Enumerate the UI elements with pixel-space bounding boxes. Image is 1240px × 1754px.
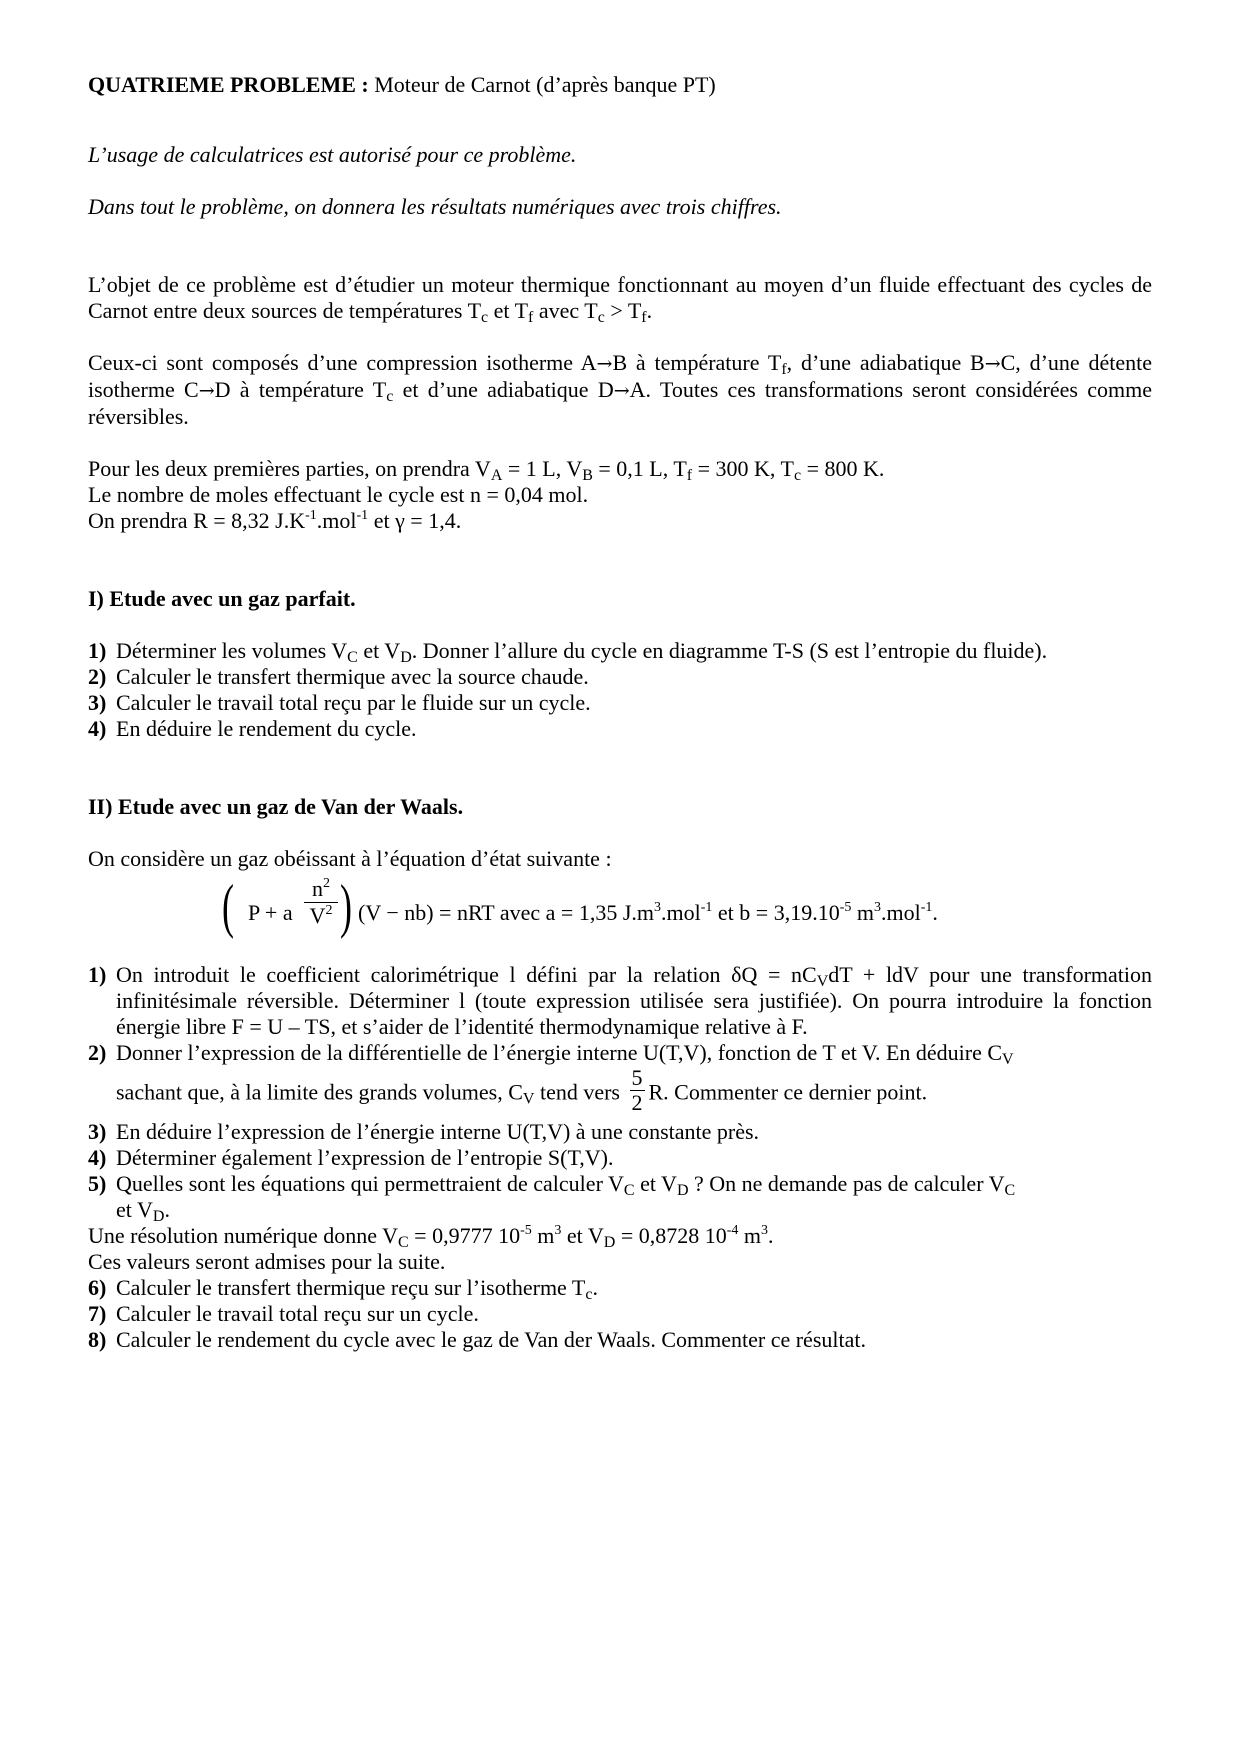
question-1-3: 3) Calculer le travail total reçu par le fluide sur un cycle. [88,690,591,715]
arrow-icon: → [984,353,1001,375]
question-2-5: 5) Quelles sont les équations qui permettraient de calculer VC et VD ? On ne demande pas de calculer VC et VD. [88,1171,1016,1225]
question-1-4: 4) En déduire le rendement du cycle. [88,716,417,741]
question-2-7: 7) Calculer le travail total reçu sur un cycle. [88,1301,479,1326]
section-2-heading: II) Etude avec un gaz de Van der Waals. [88,794,464,819]
question-2-1: 1) On introduit le coefficient calorimétrique l défini par la relation δQ = nCVdT + ldV pour une transformation infinitésimale réversible. Déterminer l (toute expression utilisée sera justifiée). On pourra introduire la fonction énergie libre F = U – TS, et s’aider de l’identité thermodynamique relative à F. [88,962,1152,1039]
section-1-questions [88,638,1152,742]
numerical-result: Une résolution numérique donne VC = 0,9777 $10^{-5}$ $m^3$ et VD = 0,8728 $10^{-4}$ $m^3$. [88,1223,774,1251]
section-2-lead: On considère un gaz obéissant à l’équation d’état suivante : [88,846,612,871]
question-1-2: 2) Calculer le transfert thermique avec la source chaude. [88,664,589,689]
question-2-4: 4) Déterminer également l’expression de l’entropie S(T,V). [88,1145,614,1170]
question-2-3: 3) En déduire l’expression de l’énergie interne U(T,V) à une constante près. [88,1119,760,1144]
question-1-1: 1) Déterminer les volumes VC et VD. Donner l’allure du cycle en diagramme T-S (S est l’entropie du fluide). [88,638,1048,666]
problem-title: QUATRIEME PROBLEME : Moteur de Carnot (d’après banque PT) [88,72,716,97]
section-1-heading: I) Etude avec un gaz parfait. [88,586,356,611]
intro-data-line-1: Pour les deux premières parties, on prendra VA = 1 L, VB = 0,1 L, Tf = 300 K, Tc = 800 K. [88,456,885,484]
arrow-icon: → [613,380,630,402]
document-content [88,72,1152,1353]
intro-data-line-3: On prendra R = 8,32 $J.K^{-1}.mol^{-1}$ et γ = 1,4. [88,508,462,533]
van-der-waals-equation: ( P + a $\frac{n^2}{V^2}$ ) (V − nb) = nRT avec a = 1,35 $J.m^3.mol^{-1}$ et $b = 3,19.10^{-5}$ $m^3.mol^{-1}$. [221,873,938,939]
note-precision: Dans tout le problème, on donnera les résultats numériques avec trois chiffres. [88,194,782,219]
question-2-6: 6) Calculer le transfert thermique reçu sur l’isotherme Tc. [88,1275,598,1303]
question-2-2: 2) Donner l’expression de la différentielle de l’énergie interne U(T,V), fonction de T et V. En déduire CV sachant que, à la limite des grands volumes, CV tend vers $\frac{5}{2}$ R. Commenter ce dernier point. [88,1040,1014,1115]
section-2-questions-continued [88,1275,1152,1353]
intro-paragraph-1: L’objet de ce problème est d’étudier un moteur thermique fonctionnant au moyen d’un fluide effectuant des cycles de Carnot entre deux sources de températures Tc et Tf avec Tc > Tf. [88,272,1152,326]
note-calculators: L’usage de calculatrices est autorisé pour ce problème. [88,142,577,167]
arrow-icon: → [198,380,215,402]
admitted-values: Ces valeurs seront admises pour la suite. [88,1249,446,1274]
question-2-8: 8) Calculer le rendement du cycle avec le gaz de Van der Waals. Commenter ce résultat. [88,1327,866,1352]
fraction-five-halves: $\frac{5}{2}$ [631,1065,643,1115]
arrow-icon: → [596,353,613,375]
section-2-questions [88,962,1152,1223]
intro-paragraph-2: Ceux-ci sont composés d’une compression isotherme A→B à température Tf, d’une adiabatique B→C, d’une détente isotherme C→D à température Tc et d’une adiabatique D→A. Toutes ces transformations seront considérées comme réversibles. [88,350,1152,429]
intro-data-line-2: Le nombre de moles effectuant le cycle est n = 0,04 mol. [88,482,589,507]
